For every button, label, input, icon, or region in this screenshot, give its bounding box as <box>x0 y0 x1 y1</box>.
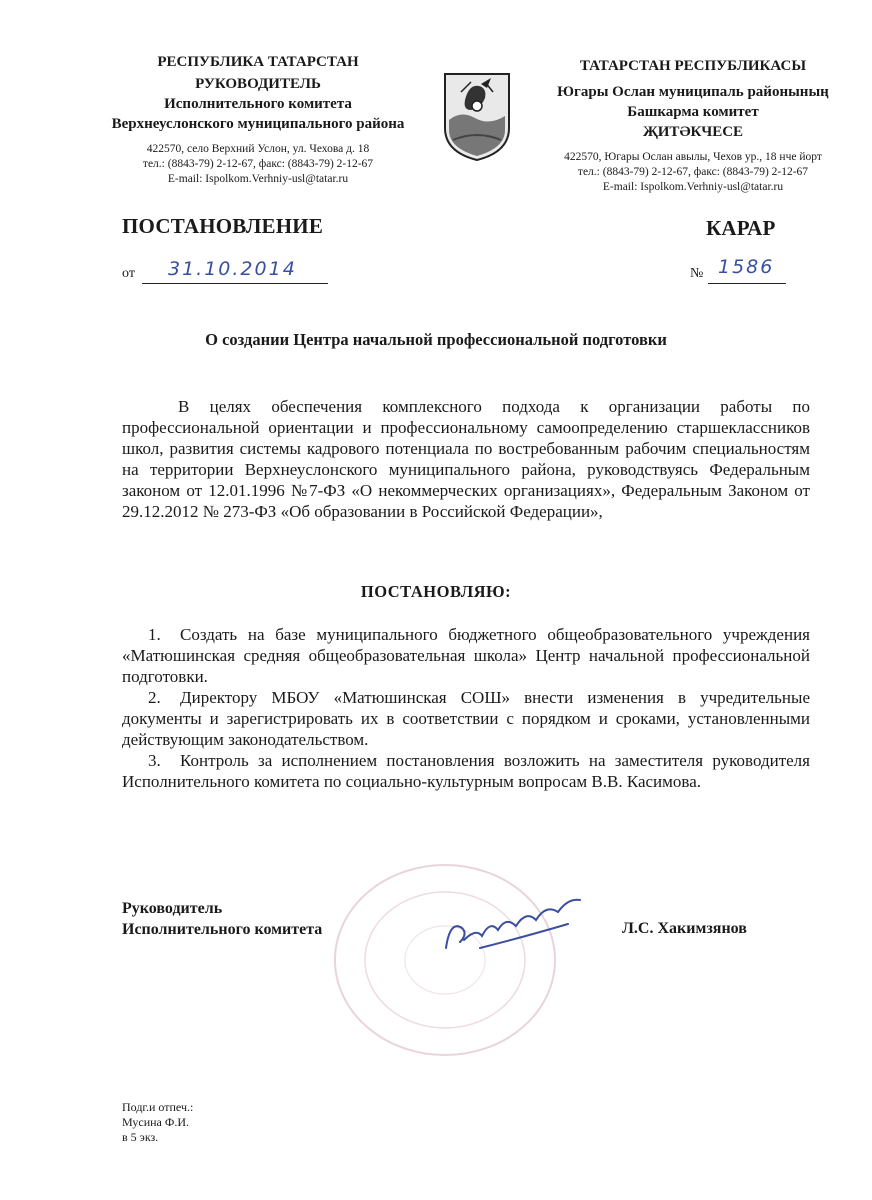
number-field <box>708 256 786 284</box>
date-value: 31.10.2014 <box>168 258 297 280</box>
district-ru: Верхнеуслонского муниципального района <box>111 116 405 132</box>
head-title-ru: РУКОВОДИТЕЛЬ <box>195 76 321 92</box>
district-tt: Югары Ослан муниципаль районының <box>557 84 829 100</box>
number-value: 1586 <box>718 256 775 278</box>
header-right <box>528 56 858 194</box>
header-left <box>88 52 428 186</box>
email-ru: E-mail: Ispolkom.Verhniy-usl@tatar.ru <box>167 173 349 185</box>
doc-title-tt: КАРАР <box>706 216 776 240</box>
decree-heading: ПОСТАНОВЛЯЮ: <box>360 582 512 601</box>
signatory-name: Л.С. Хакимзянов <box>622 920 747 937</box>
footer-line3: в 5 экз. <box>122 1130 159 1144</box>
address-ru: 422570, село Верхний Услон, ул. Чехова д. 18 <box>146 143 370 155</box>
item-number: 2. <box>148 688 161 707</box>
address-tt: 422570, Югары Ослан авылы, Чехов ур., 18 нче йорт <box>564 151 822 163</box>
handwritten-signature <box>440 890 590 960</box>
preamble-paragraph: В целях обеспечения комплексного подхода к организации работы по профессиональной ориентации и профессиональному самоопределению старшеклассников школ, развития системы кадрового потенциала по востребованным рабочим специальностям на территории Верхнеуслонского муниципального района, руководствуясь Федеральным законом от 12.01.1996 №7-ФЗ «О некоммерческих организациях», Федеральным Законом от 29.12.2012 № 273-ФЗ «Об образовании в Российской Федерации», <box>122 397 810 521</box>
footer-line2: Мусина Ф.И. <box>122 1115 190 1129</box>
signatory-position <box>122 898 322 940</box>
committee-ru: Исполнительного комитета <box>164 96 352 112</box>
list-item <box>122 624 810 687</box>
item-number: 3. <box>148 751 161 770</box>
position-line2: Исполнительного комитета <box>122 921 323 938</box>
decree-items <box>122 624 810 792</box>
position-line1: Руководитель <box>122 900 223 917</box>
document-subject: О создании Центра начальной профессиональной подготовки <box>205 330 667 349</box>
footer-prepared-by <box>122 1100 193 1145</box>
coat-of-arms-icon <box>441 70 513 162</box>
item-text: Директору МБОУ «Матюшинская СОШ» внести изменения в учредительные документы и зарегистрировать их в соответствии с порядком и сроками, установленными действующим законодательством. <box>122 688 810 749</box>
doc-title-ru: ПОСТАНОВЛЕНИЕ <box>122 214 324 238</box>
email-tt: E-mail: Ispolkom.Verhniy-usl@tatar.ru <box>602 181 784 193</box>
phone-tt: тел.: (8843-79) 2-12-67, факс: (8843-79) 2-12-67 <box>577 166 809 178</box>
list-item <box>122 750 810 792</box>
list-item <box>122 687 810 750</box>
committee-tt: Башкарма комитет <box>627 104 759 120</box>
republic-name-ru: РЕСПУБЛИКА ТАТАРСТАН <box>157 54 359 70</box>
republic-name-tt: ТАТАРСТАН РЕСПУБЛИКАСЫ <box>579 58 807 74</box>
date-label: от <box>122 266 135 281</box>
footer-line1: Подг.и отпеч.: <box>122 1100 194 1114</box>
item-text: Создать на базе муниципального бюджетного общеобразовательного учреждения «Матюшинская средняя общеобразовательная школа» Центр начальной профессиональной подготовки. <box>122 625 810 686</box>
item-number: 1. <box>148 625 161 644</box>
phone-ru: тел.: (8843-79) 2-12-67, факс: (8843-79) 2-12-67 <box>142 158 374 170</box>
item-text: Контроль за исполнением постановления возложить на заместителя руководителя Исполнительного комитета по социально-культурным вопросам В.В. Касимова. <box>122 751 810 791</box>
number-label: № <box>690 266 704 281</box>
head-title-tt: ҖИТӘКЧЕСЕ <box>642 124 744 140</box>
date-field <box>142 258 328 284</box>
